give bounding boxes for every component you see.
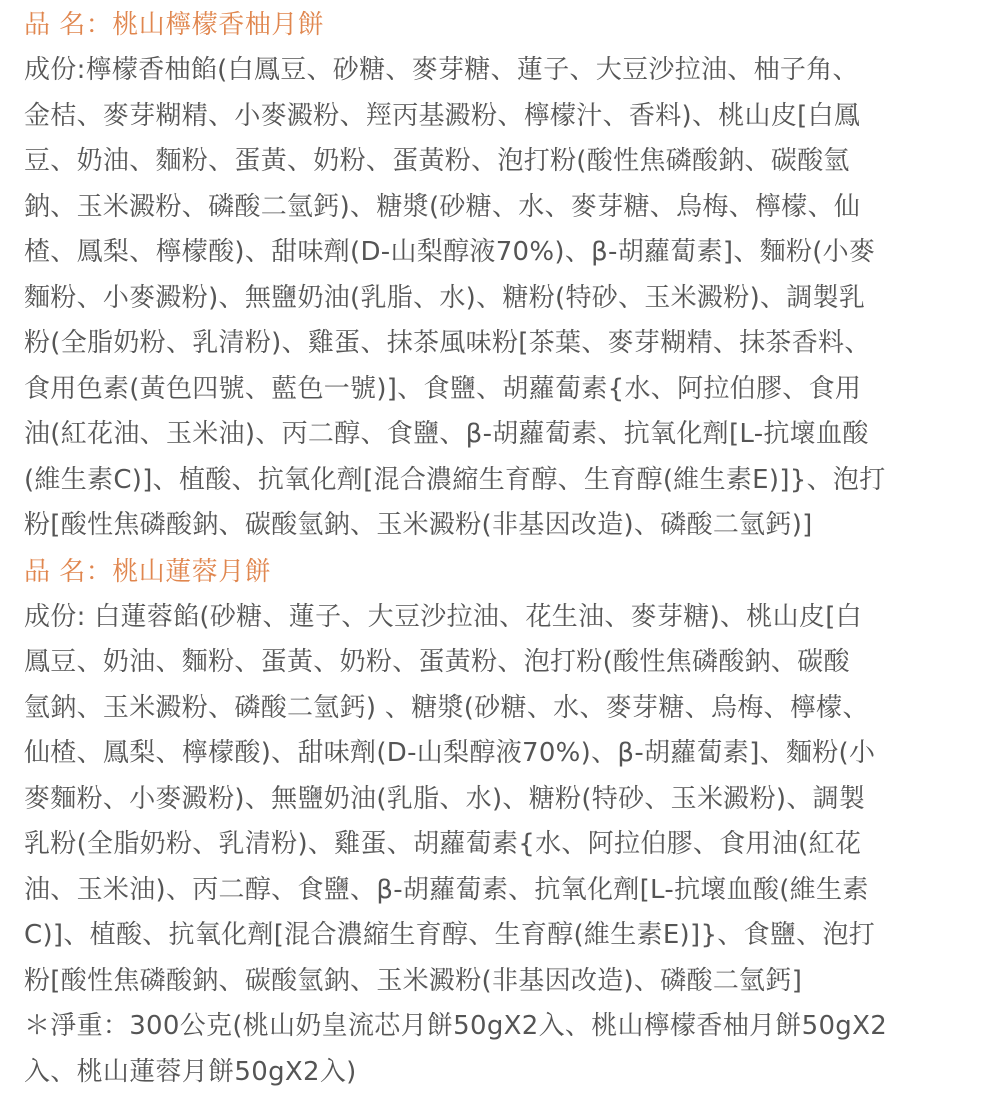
ingredients-line: 麥麵粉、小麥澱粉)、無鹽奶油(乳脂、水)、糖粉(特砂、玉米澱粉)、調製 <box>24 783 866 814</box>
ingredients-line: 粉(全脂奶粉、乳清粉)、雞蛋、抹茶風味粉[茶葉、麥芽糊精、抹茶香料、 <box>24 328 871 358</box>
product-section-lotus-seed <box>24 549 974 1005</box>
product-name-heading: 品 名：桃山蓮蓉月餅 <box>24 556 272 587</box>
ingredients-line: 油、玉米油)、丙二醇、食鹽、β-胡蘿蔔素、抗氧化劑[L-抗壞血酸(維生素 <box>24 874 869 905</box>
net-weight-line: ＊淨重：300公克(桃山奶皇流芯月餅50gX2入、桃山檸檬香柚月餅50gX2 <box>24 1011 888 1041</box>
net-weight-note <box>24 1004 974 1095</box>
product-name-heading: 品 名：桃山檸檬香柚月餅 <box>24 10 325 40</box>
ingredients-line: 金桔、麥芽糊精、小麥澱粉、羥丙基澱粉、檸檬汁、香料)、桃山皮[白鳳 <box>24 100 861 131</box>
ingredients-line: 成份: 白蓮蓉餡(砂糖、蓮子、大豆沙拉油、花生油、麥芽糖)、桃山皮[白 <box>24 601 862 632</box>
ingredients-line: 乳粉(全脂奶粉、乳清粉)、雞蛋、胡蘿蔔素{水、阿拉伯膠、食用油(紅花 <box>24 829 862 859</box>
ingredients-line: 粉[酸性焦磷酸鈉、碳酸氫鈉、玉米澱粉(非基因改造)、磷酸二氫鈣)] <box>24 510 813 540</box>
ingredients-line: 鳳豆、奶油、麵粉、蛋黃、奶粉、蛋黃粉、泡打粉(酸性焦磷酸鈉、碳酸 <box>24 647 850 677</box>
net-weight-line: 入、桃山蓮蓉月餅50gX2入) <box>24 1056 357 1087</box>
ingredients-line: 油(紅花油、玉米油)、丙二醇、食鹽、β-胡蘿蔔素、抗氧化劑[L-抗壞血酸 <box>24 419 869 449</box>
ingredients-line: 食用色素(黃色四號、藍色一號)]、食鹽、胡蘿蔔素{水、阿拉伯膠、食用 <box>24 373 862 404</box>
ingredients-line: 豆、奶油、麵粉、蛋黃、奶粉、蛋黃粉、泡打粉(酸性焦磷酸鈉、碳酸氫 <box>24 146 850 176</box>
ingredients-line: 麵粉、小麥澱粉)、無鹽奶油(乳脂、水)、糖粉(特砂、玉米澱粉)、調製乳 <box>24 282 866 313</box>
ingredients-line: (維生素C)]、植酸、抗氧化劑[混合濃縮生育醇、生育醇(維生素E)]}、泡打 <box>24 464 886 495</box>
ingredients-line: 仙楂、鳳梨、檸檬酸)、甜味劑(D-山梨醇液70%)、β-胡蘿蔔素]、麵粉(小 <box>24 738 876 768</box>
ingredients-line: 鈉、玉米澱粉、磷酸二氫鈣)、糖漿(砂糖、水、麥芽糖、烏梅、檸檬、仙 <box>24 191 861 222</box>
ingredients-text <box>24 595 974 1005</box>
ingredients-text <box>24 48 974 549</box>
ingredients-line: 楂、鳳梨、檸檬酸)、甜味劑(D-山梨醇液70%)、β-胡蘿蔔素]、麵粉(小麥 <box>24 237 876 267</box>
ingredients-line: 氫鈉、玉米澱粉、磷酸二氫鈣) 、糖漿(砂糖、水、麥芽糖、烏梅、檸檬、 <box>24 692 869 723</box>
ingredients-line: 成份:檸檬香柚餡(白鳳豆、砂糖、麥芽糖、蓮子、大豆沙拉油、柚子角、 <box>24 55 859 85</box>
ingredients-line: 粉[酸性焦磷酸鈉、碳酸氫鈉、玉米澱粉(非基因改造)、磷酸二氫鈣] <box>24 965 803 996</box>
product-section-lemon-yuzu <box>24 2 974 549</box>
ingredients-line: C)]、植酸、抗氧化劑[混合濃縮生育醇、生育醇(維生素E)]}、食鹽、泡打 <box>24 920 876 950</box>
